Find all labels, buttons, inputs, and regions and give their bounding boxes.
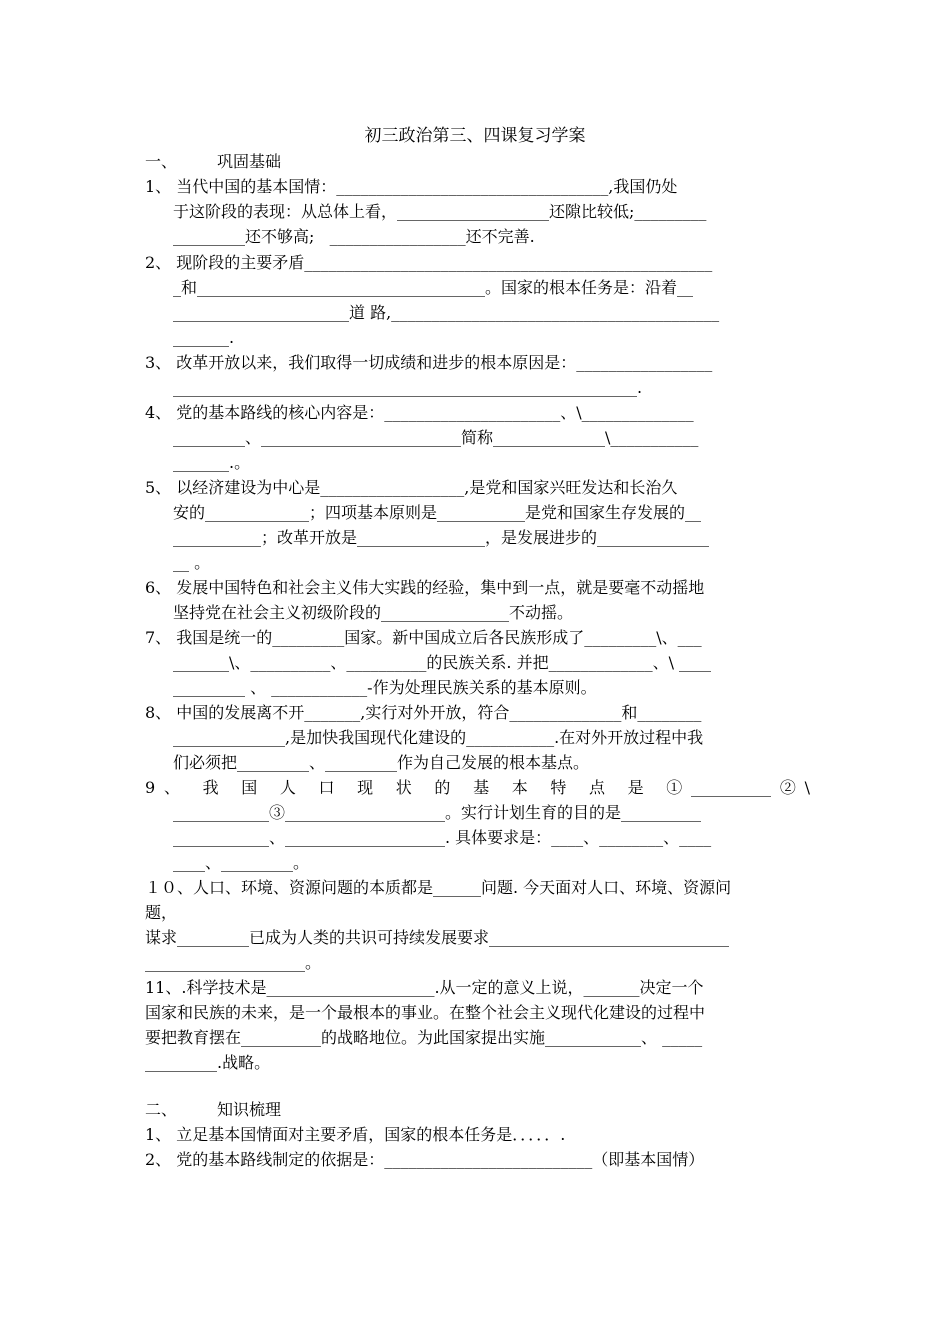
text-line: 8、 中国的发展离不开_______,实行对外开放，符合______________和________	[145, 703, 702, 722]
text-line: _______.	[173, 328, 235, 347]
text-line: _______.。	[173, 453, 251, 472]
text-line: _________.战略。	[145, 1053, 271, 1072]
text-line: ______________________道 路,_________________________________________	[173, 303, 720, 322]
section-one-heading	[145, 149, 810, 174]
text-line: 6、 发展中国特色和社会主义伟大实践的经验，集中到一点，就是要毫不动摇地	[145, 578, 705, 597]
text-line: 5、 以经济建设为中心是__________________,是党和国家兴旺发达和长治久	[145, 478, 678, 497]
text-line: _和____________________________________。国家的根本任务是：沿着__	[173, 278, 694, 297]
text-line: ____________③____________________。实行计划生育的目的是__________	[173, 803, 702, 822]
text-line: 1、 当代中国的基本国情：__________________________________,我国仍处	[145, 177, 678, 196]
text-line: 9、 我 国 人 口 现 状 的 基 本 特 点 是 ①__________②\	[145, 778, 810, 797]
text-line: ____、_________。	[173, 853, 310, 872]
text-line: 们必须把_________、_________作为自己发展的根本基点。	[173, 753, 590, 772]
text-line: 于这阶段的表现：从总体上看，___________________还隙比较低;_________	[173, 202, 707, 221]
section-two-heading	[145, 1097, 810, 1122]
text-line: 11、.科学技术是_____________________.从一定的意义上说，_______决定一个	[145, 978, 704, 997]
text-line: 安的_____________；四项基本原则是___________是党和国家生存发展的__	[173, 503, 702, 522]
text-line: 要把教育摆在__________的战略地位。为此国家提出实施____________、 _____	[145, 1028, 703, 1047]
text-line: 2、 现阶段的主要矛盾___________________________________________________	[145, 253, 713, 272]
text-line: ____________________。	[145, 953, 322, 972]
text-line: _________还不够高; _________________还不完善.	[173, 227, 535, 246]
text-line: 4、 党的基本路线的核心内容是：______________________、\______________	[145, 403, 694, 422]
text-line: ___________；改革开放是________________，是发展进步的______________	[173, 528, 710, 547]
text-line: __ 。	[173, 553, 211, 572]
text-line: 国家和民族的未来，是一个最根本的事业。在整个社会主义现代化建设的过程中	[145, 1003, 706, 1022]
text-line: ______________,是加快我国现代化建设的___________.在对外开放过程中我	[173, 728, 704, 747]
text-line: _______\、__________、__________的民族关系. 并把_____________、\ ____	[173, 653, 712, 672]
text-line: _________ 、 ____________-作为处理民族关系的基本原则。	[173, 678, 597, 697]
text-line: __________________________________________________________.	[173, 378, 643, 397]
document-title: 初三政治第三、四课复习学案	[364, 126, 586, 146]
section-number: 二、	[145, 1100, 178, 1119]
text-line: _________、_________________________简称______________\___________	[173, 428, 699, 447]
text-line: ____________、____________________. 具体要求是：____、________、____	[173, 828, 712, 847]
section-title: 巩固基础	[217, 152, 282, 171]
section-title: 知识梳理	[217, 1100, 282, 1119]
text-line: 2、 党的基本路线制定的依据是：__________________________（即基本国情）	[145, 1150, 705, 1169]
text-line: 坚持党在社会主义初级阶段的________________不动摇。	[173, 603, 574, 622]
text-line: 1、 立足基本国情面对主要矛盾，国家的根本任务是．．．．．.	[145, 1125, 566, 1144]
text-line: １０、人口、环境、资源问题的本质都是______问题. 今天面对人口、环境、资源问	[145, 878, 732, 897]
text-line: 7、 我国是统一的_________国家。新中国成立后各民族形成了_________\、___	[145, 628, 702, 647]
section-number: 一、	[145, 152, 178, 171]
text-line: 3、 改革开放以来，我们取得一切成绩和进步的根本原因是：_________________	[145, 353, 713, 372]
text-line: 题，	[145, 903, 178, 922]
text-line: 谋求_________已成为人类的共识可持续发展要求______________________________	[145, 928, 730, 947]
